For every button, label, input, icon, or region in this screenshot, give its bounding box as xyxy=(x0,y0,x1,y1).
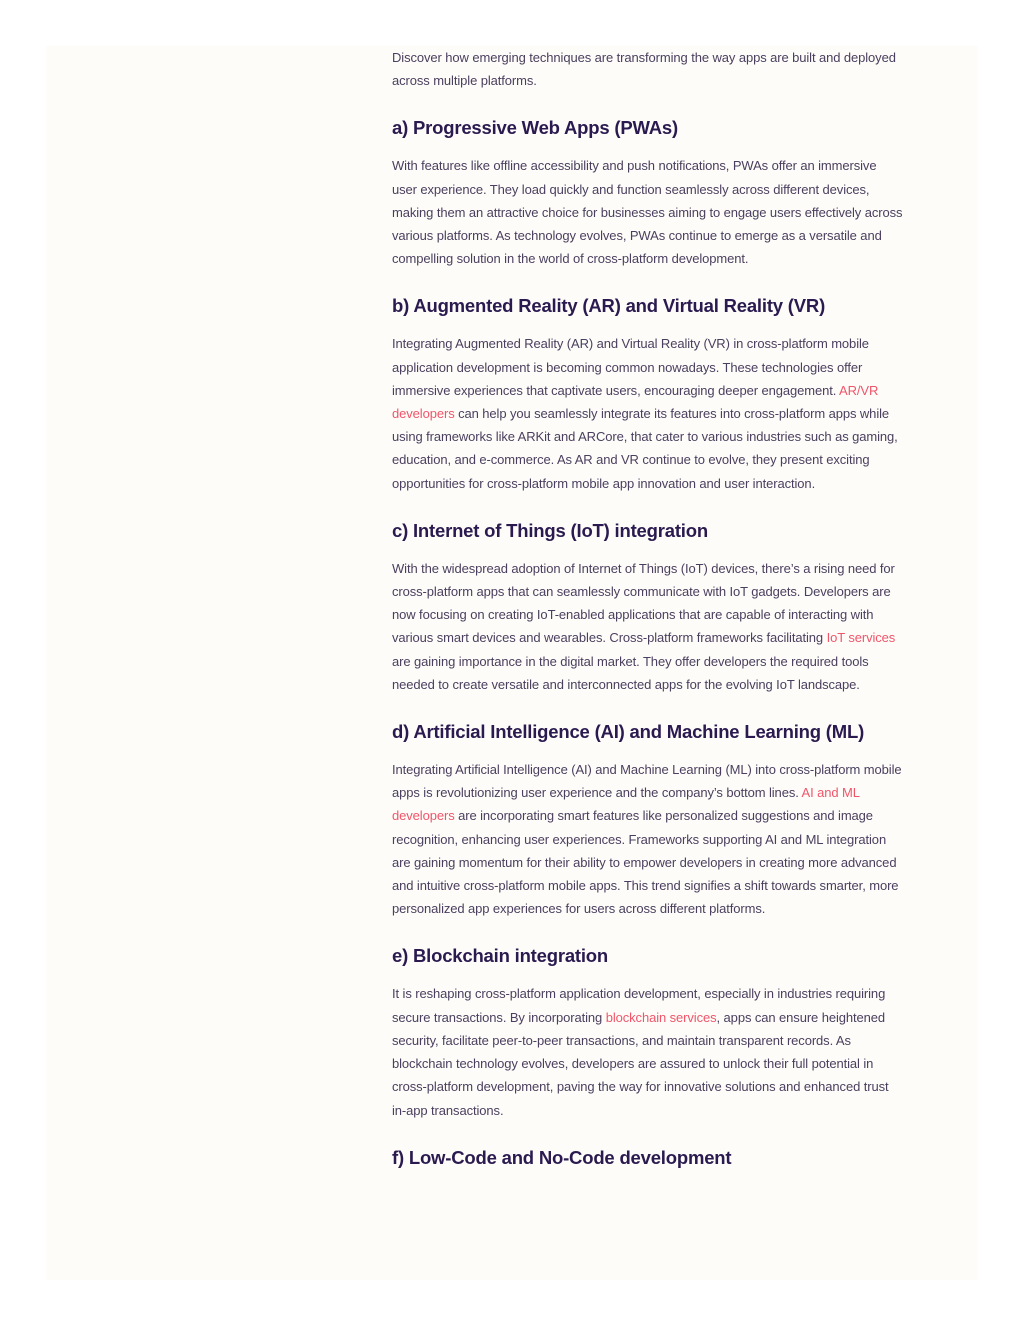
section-title-ai-ml: d) Artificial Intelligence (AI) and Machine Learning (ML) xyxy=(392,721,865,743)
section-title-ar-vr: b) Augmented Reality (AR) and Virtual Reality (VR) xyxy=(392,295,826,317)
paragraph-text: are gaining importance in the digital market. They offer developers the required tools needed to create versatile and interconnected apps for the evolving IoT landscape. xyxy=(392,653,869,692)
blockchain-services-link[interactable]: blockchain services xyxy=(605,1009,717,1025)
section-paragraph-ar-vr xyxy=(392,332,904,494)
section-title-iot: c) Internet of Things (IoT) integration xyxy=(392,519,708,541)
iot-services-link[interactable]: IoT services xyxy=(826,630,896,646)
paragraph-text: With the widespread adoption of Internet of Things (IoT) devices, there’s a rising need for cross-platform apps that can seamlessly communicate with IoT gadgets. Developers are now focusing on creating IoT-enabled applications that are capable of interacting with various smart devices and wearables. Cross-platform frameworks facilitating xyxy=(392,560,895,646)
paragraph-text: , apps can ensure heightened security, facilitate peer-to-peer transactions, and maintain transparent records. As blockchain technology evolves, developers are assured to unlock their full potential in cross-platform development, paving the way for innovative solutions and enhanced trust in-app transactions. xyxy=(392,1009,889,1118)
ai-ml-developers-link[interactable]: AI and ML developers xyxy=(392,785,860,824)
section-paragraph-ai-ml xyxy=(392,758,904,920)
article-content xyxy=(392,46,904,1170)
paragraph-text: are incorporating smart features like personalized suggestions and image recognition, enhancing user experiences. Frameworks supporting AI and ML integration are gaining momentum for their ability to empower developers in creating more advanced and intuitive cross-platform mobile apps. This trend signifies a shift towards smarter, more personalized app experiences for users across different platforms. xyxy=(392,808,899,917)
section-paragraph-blockchain xyxy=(392,982,904,1121)
paragraph-text: Integrating Artificial Intelligence (AI) and Machine Learning (ML) into cross-platform mobile apps is revolutionizing user experience and the company’s bottom lines. xyxy=(392,762,902,801)
ar-vr-developers-link[interactable]: AR/VR developers xyxy=(392,382,879,422)
paragraph-text: Integrating Augmented Reality (AR) and Virtual Reality (VR) in cross-platform mobile application development is becoming common nowadays. These technologies offer immersive experiences that captivate users, encouraging deeper engagement. xyxy=(392,336,869,398)
section-title-blockchain: e) Blockchain integration xyxy=(392,945,609,967)
section-paragraph-iot xyxy=(392,557,904,696)
section-title-pwa: a) Progressive Web Apps (PWAs) xyxy=(392,117,678,139)
intro-paragraph: Discover how emerging techniques are transforming the way apps are built and deployed across multiple platforms. xyxy=(392,50,896,89)
section-paragraph-pwa: With features like offline accessibility and push notifications, PWAs offer an immersive user experience. They load quickly and function seamlessly across different devices, making them an attractive choice for businesses aiming to engage users effectively across various platforms. As technology evolves, PWAs continue to emerge as a versatile and compelling solution in the world of cross-platform development. xyxy=(392,158,903,267)
section-title-low-code: f) Low-Code and No-Code development xyxy=(392,1146,732,1168)
paragraph-text: can help you seamlessly integrate its features into cross-platform apps while using frameworks like ARKit and ARCore, that cater to various industries such as gaming, education, and e-commerce. As AR and VR continue to evolve, they present exciting opportunities for cross-platform mobile app innovation and user interaction. xyxy=(392,406,898,491)
page-card xyxy=(46,46,978,1280)
paragraph-text: It is reshaping cross-platform application development, especially in industries requiring secure transactions. By incorporating xyxy=(392,986,886,1025)
